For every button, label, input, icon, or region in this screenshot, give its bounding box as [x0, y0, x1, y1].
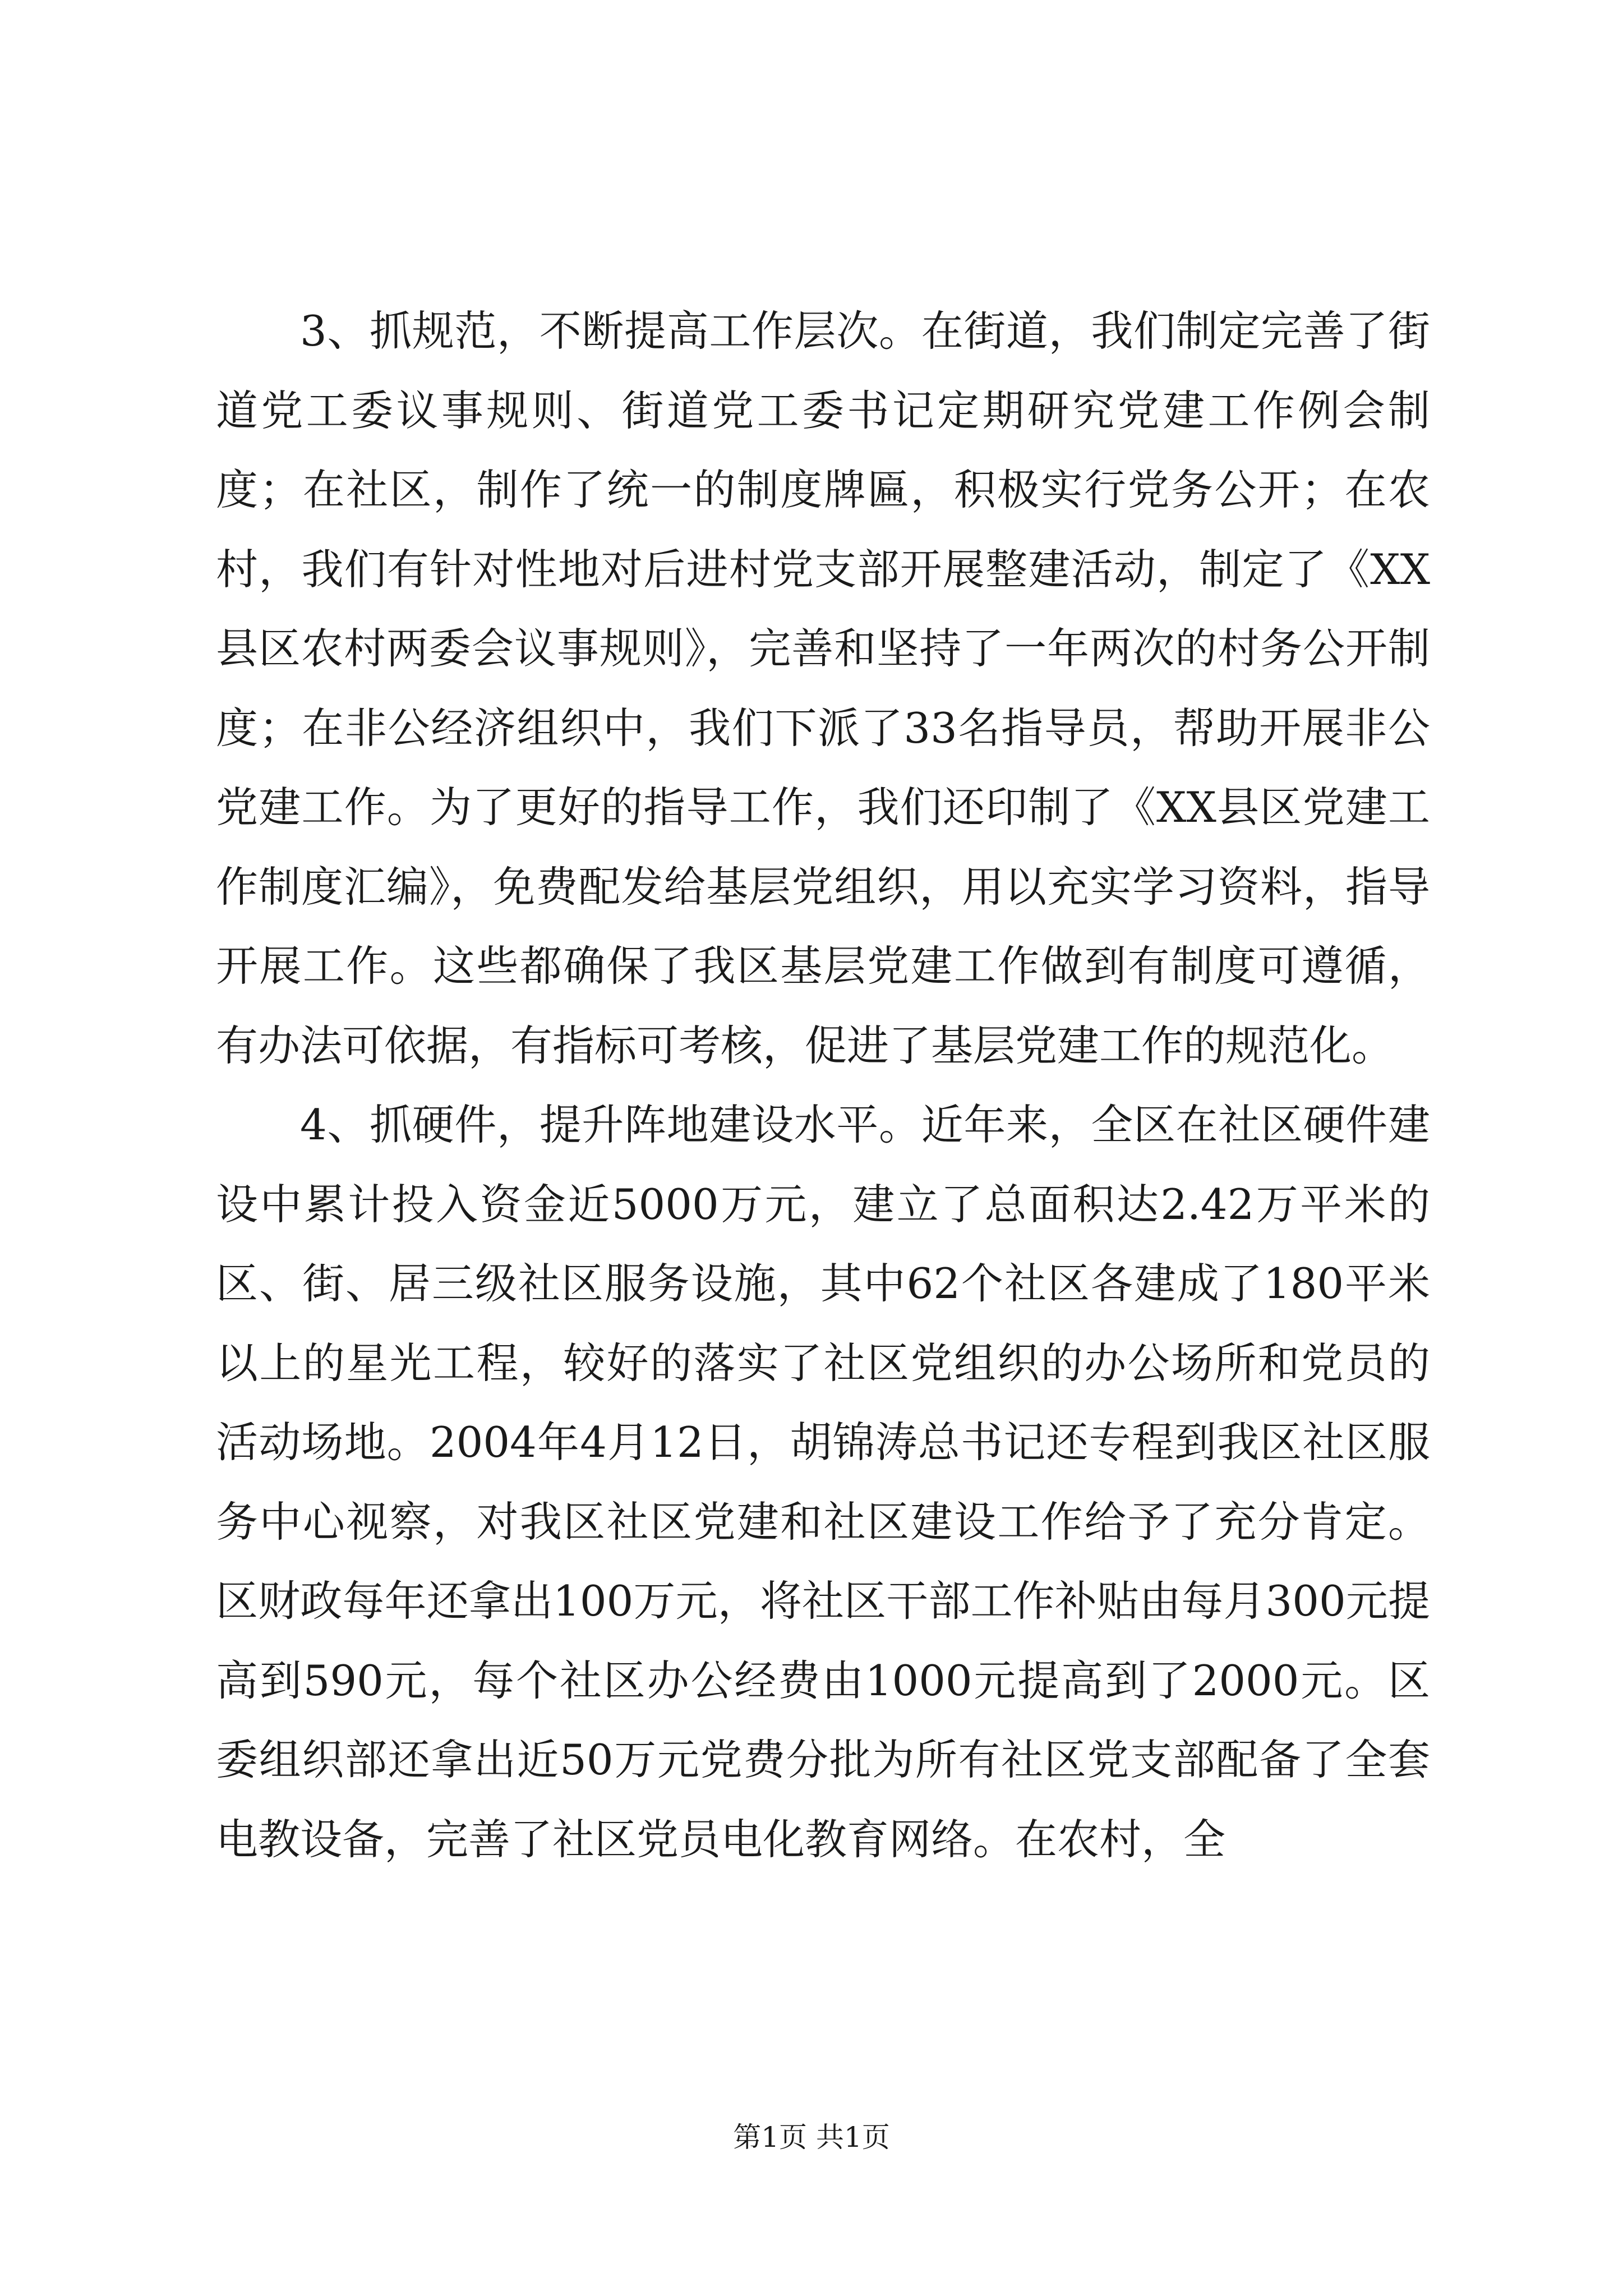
document-body — [216, 292, 1430, 1879]
page-footer: 第1页 共1页 — [733, 2121, 890, 2154]
paragraph-rules: 3、抓规范，不断提高工作层次。在街道，我们制定完善了街道党工委议事规则、街道党工委书记定期研究党建工作例会制度；在社区，制作了统一的制度牌匾，积极实行党务公开；在农村，我们有针对性地对后进村党支部开展整建活动，制定了《XX县区农村两委会议事规则》，完善和坚持了一年两次的村务公开制度；在非公经济组织中，我们下派了33名指导员，帮助开展非公党建工作。为了更好的指导工作，我们还印制了《XX县区党建工作制度汇编》，免费配发给基层党组织，用以充实学习资料，指导开展工作。这些都确保了我区基层党建工作做到有制度可遵循，有办法可依据，有指标可考核，促进了基层党建工作的规范化。 — [216, 306, 1430, 1070]
paragraph-hardware: 4、抓硬件，提升阵地建设水平。近年来，全区在社区硬件建设中累计投入资金近5000万元，建立了总面积达2.42万平米的区、街、居三级社区服务设施，其中62个社区各建成了180平米以上的星光工程，较好的落实了社区党组织的办公场所和党员的活动场地。2004年4月12日，胡锦涛总书记还专程到我区社区服务中心视察，对我区社区党建和社区建设工作给予了充分肯定。区财政每年还拿出100万元，将社区干部工作补贴由每月300元提高到590元，每个社区办公经费由1000元提高到了2000元。区委组织部还拿出近50万元党费分批为所有社区党支部配备了全套电教设备，完善了社区党员电化教育网络。在农村，全 — [216, 1100, 1430, 1864]
